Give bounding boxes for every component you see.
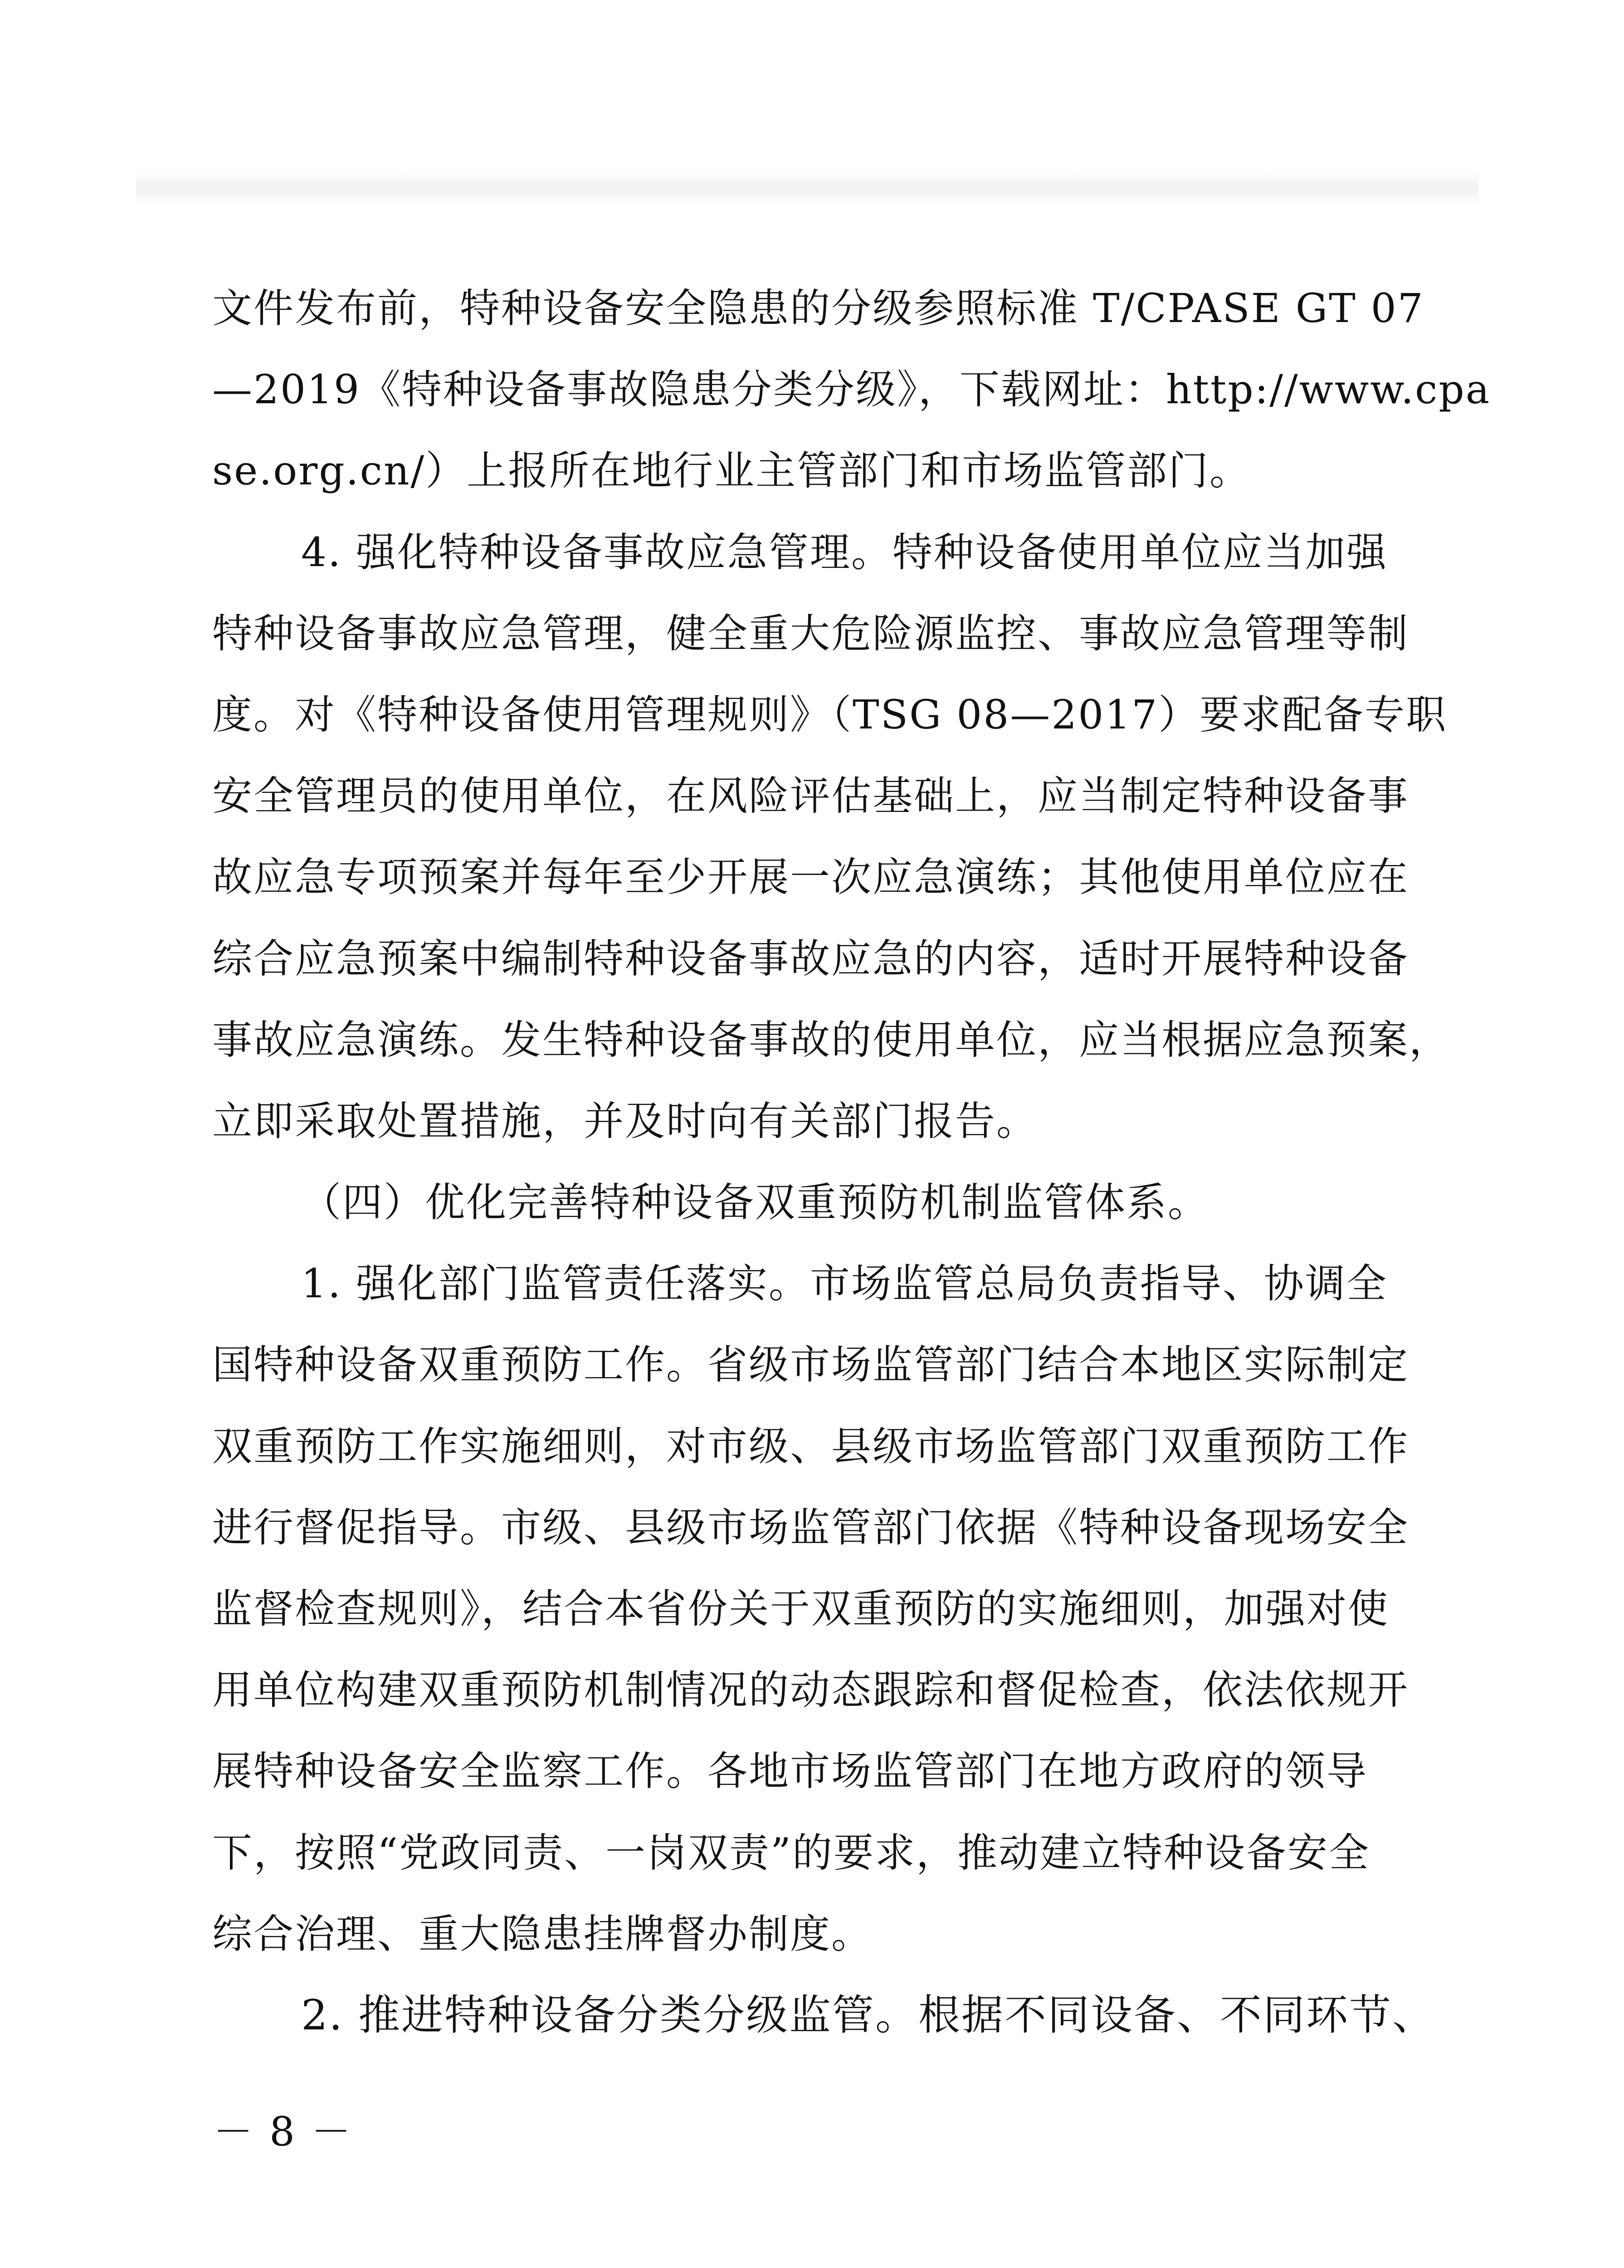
paragraph-start-line: 2. 推进特种设备分类分级监管。根据不同设备、不同环节、 — [301, 1990, 1436, 2039]
text-line: se.org.cn/）上报所在地行业主管部门和市场监管部门。 — [212, 447, 1251, 494]
text-line: 进行督促指导。市级、县级市场监管部门依据《特种设备现场安全 — [212, 1504, 1409, 1551]
text-line: 事故应急演练。发生特种设备事故的使用单位，应当根据应急预案， — [212, 1016, 1451, 1063]
text-line: 综合治理、重大隐患挂牌督办制度。 — [212, 1910, 873, 1957]
text-line: 用单位构建双重预防机制情况的动态跟踪和督促检查，依法依规开 — [212, 1667, 1409, 1714]
text-line: 安全管理员的使用单位，在风险评估基础上，应当制定特种设备事 — [212, 772, 1409, 820]
text-line: 文件发布前，特种设备安全隐患的分级参照标准 T/CPASE GT 07 — [212, 285, 1424, 332]
paragraph-start-line: 1. 强化部门监管责任落实。市场监管总局负责指导、协调全 — [301, 1260, 1388, 1307]
text-line: 度。对《特种设备使用管理规则》（TSG 08—2017）要求配备专职 — [212, 691, 1448, 738]
text-line: 双重预防工作实施细则，对市级、县级市场监管部门双重预防工作 — [212, 1422, 1409, 1470]
text-line: 下，按照“党政同责、一岗双责”的要求，推动建立特种设备安全 — [212, 1829, 1370, 1876]
text-line: 展特种设备安全监察工作。各地市场监管部门在地方政府的领导 — [212, 1748, 1368, 1795]
body-text — [212, 268, 1491, 2056]
text-line: 监督检查规则》，结合本省份关于双重预防的实施细则，加强对使 — [212, 1585, 1390, 1632]
text-line: 特种设备事故应急管理，健全重大危险源监控、事故应急管理等制 — [212, 610, 1409, 657]
text-line: 国特种设备双重预防工作。省级市场监管部门结合本地区实际制定 — [212, 1341, 1409, 1388]
scan-shadow-band — [136, 172, 1478, 204]
paragraph-start-line: 4. 强化特种设备事故应急管理。特种设备使用单位应当加强 — [301, 528, 1388, 576]
text-line: 故应急专项预案并每年至少开展一次应急演练；其他使用单位应在 — [212, 854, 1409, 901]
page-number: － 8 － — [213, 2108, 353, 2155]
text-line: 立即采取处置措施，并及时向有关部门报告。 — [212, 1097, 1038, 1144]
section-heading: （四）优化完善特种设备双重预防机制监管体系。 — [301, 1179, 1209, 1226]
text-line: 综合应急预案中编制特种设备事故应急的内容，适时开展特种设备 — [212, 935, 1409, 982]
text-line: —2019《特种设备事故隐患分类分级》，下载网址：http://www.cpa — [212, 366, 1491, 413]
